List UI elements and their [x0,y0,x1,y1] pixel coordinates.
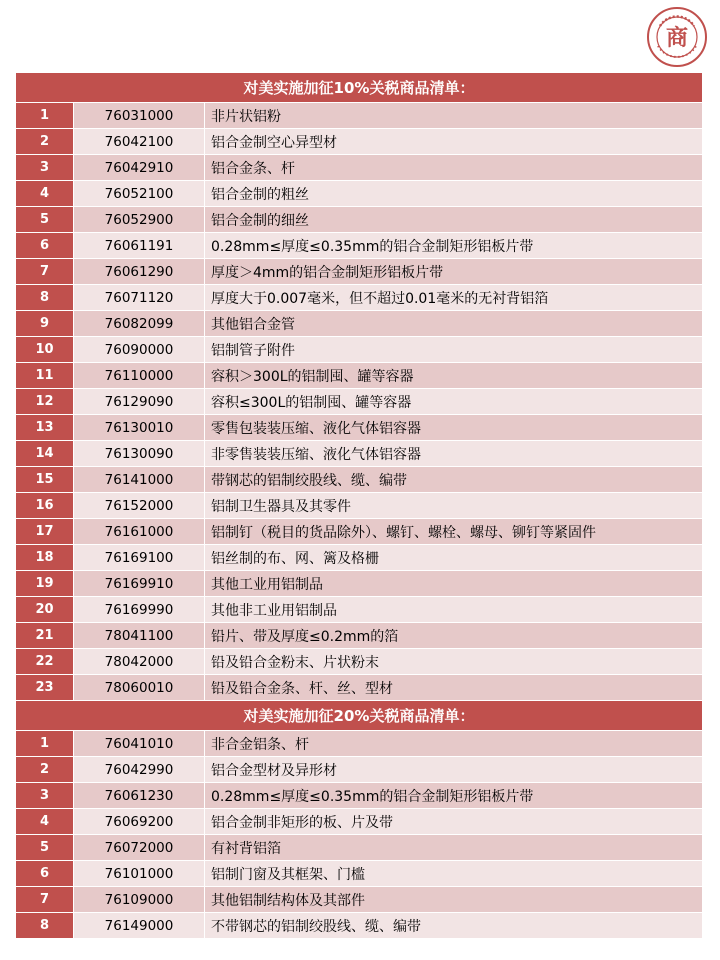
tariff-table [16,73,702,939]
table-row [16,519,702,545]
row-number: 4 [16,809,74,834]
row-number: 23 [16,675,74,700]
hs-code: 76169910 [74,571,205,596]
section-title: 对美实施加征10%关税商品清单： [16,73,702,103]
row-number: 5 [16,835,74,860]
hs-code: 76129090 [74,389,205,414]
row-number: 3 [16,783,74,808]
row-number: 10 [16,337,74,362]
row-number: 19 [16,571,74,596]
hs-code: 76130090 [74,441,205,466]
row-number: 3 [16,155,74,180]
row-number: 6 [16,861,74,886]
hs-code: 76090000 [74,337,205,362]
section-title: 对美实施加征20%关税商品清单： [16,701,702,731]
item-name: 带钢芯的铝制绞股线、缆、编带 [211,472,407,489]
logo [646,6,708,68]
svg-text:商: 商 [665,26,689,51]
item-name: 非零售装装压缩、液化气体铝容器 [211,446,421,463]
item-name: 其他非工业用铝制品 [211,602,337,619]
table-row [16,835,702,861]
row-number: 20 [16,597,74,622]
item-name: 铝丝制的布、网、篱及格栅 [211,550,379,567]
item-name: 0.28mm≤厚度≤0.35mm的铝合金制矩形铝板片带 [211,238,534,255]
table-row [16,181,702,207]
row-number: 8 [16,913,74,938]
row-number: 6 [16,233,74,258]
hs-code: 76069200 [74,809,205,834]
table-row [16,259,702,285]
hs-code: 76141000 [74,467,205,492]
row-number: 12 [16,389,74,414]
item-name: 铝制管子附件 [211,342,295,359]
hs-code: 76110000 [74,363,205,388]
table-row [16,731,702,757]
item-name: 铝制卫生器具及其零件 [211,498,351,515]
item-name: 厚度大于0.007毫米，但不超过0.01毫米的无衬背铝箔 [211,290,549,307]
item-name: 其他铝制结构体及其部件 [211,892,365,909]
table-row [16,675,702,701]
hs-code: 76101000 [74,861,205,886]
hs-code: 76042910 [74,155,205,180]
hs-code: 76052100 [74,181,205,206]
hs-code: 76130010 [74,415,205,440]
table-row [16,233,702,259]
hs-code: 76052900 [74,207,205,232]
row-number: 5 [16,207,74,232]
hs-code: 76169100 [74,545,205,570]
item-name: 其他铝合金管 [211,316,295,333]
row-number: 21 [16,623,74,648]
hs-code: 76149000 [74,913,205,938]
row-number: 2 [16,129,74,154]
hs-code: 76169990 [74,597,205,622]
item-name: 非合金铝条、杆 [211,736,309,753]
table-row [16,207,702,233]
table-row [16,623,702,649]
hs-code: 76061290 [74,259,205,284]
hs-code: 76152000 [74,493,205,518]
row-number: 15 [16,467,74,492]
table-row [16,809,702,835]
table-row [16,285,702,311]
table-row [16,913,702,939]
row-number: 7 [16,887,74,912]
table-row [16,415,702,441]
row-number: 7 [16,259,74,284]
row-number: 1 [16,731,74,756]
item-name: 铝合金型材及异形材 [211,762,337,779]
row-number: 17 [16,519,74,544]
hs-code: 76061191 [74,233,205,258]
table-row [16,337,702,363]
table-row [16,545,702,571]
row-number: 2 [16,757,74,782]
row-number: 11 [16,363,74,388]
hs-code: 76042990 [74,757,205,782]
table-row [16,571,702,597]
table-row [16,493,702,519]
row-number: 9 [16,311,74,336]
table-row [16,597,702,623]
item-name: 有衬背铝箔 [211,840,281,857]
row-number: 1 [16,103,74,128]
table-row [16,311,702,337]
item-name: 容积≤300L的铝制囤、罐等容器 [211,394,412,411]
table-row [16,441,702,467]
item-name: 铝合金制空心异型材 [211,134,337,151]
item-name: 铝制门窗及其框架、门槛 [211,866,365,883]
row-number: 13 [16,415,74,440]
hs-code: 76042100 [74,129,205,154]
item-name: 铅及铅合金粉末、片状粉末 [211,654,379,671]
hs-code: 76161000 [74,519,205,544]
hs-code: 76041010 [74,731,205,756]
hs-code: 78042000 [74,649,205,674]
table-row [16,389,702,415]
item-name: 铝合金条、杆 [211,160,295,177]
item-name: 0.28mm≤厚度≤0.35mm的铝合金制矩形铝板片带 [211,788,534,805]
row-number: 22 [16,649,74,674]
item-name: 非片状铝粉 [211,108,281,125]
table-row [16,783,702,809]
logo-seal-icon [646,6,708,68]
table-row [16,363,702,389]
hs-code: 76031000 [74,103,205,128]
table-row [16,155,702,181]
item-name: 铝合金制的细丝 [211,212,309,229]
hs-code: 76072000 [74,835,205,860]
row-number: 4 [16,181,74,206]
item-name: 容积＞300L的铝制囤、罐等容器 [211,368,414,385]
item-name: 不带钢芯的铝制绞股线、缆、编带 [211,918,421,935]
item-name: 铅片、带及厚度≤0.2mm的箔 [211,628,399,645]
item-name: 零售包装装压缩、液化气体铝容器 [211,420,421,437]
table-row [16,649,702,675]
hs-code: 78041100 [74,623,205,648]
table-row [16,887,702,913]
row-number: 16 [16,493,74,518]
item-name: 铝合金制的粗丝 [211,186,309,203]
table-row [16,467,702,493]
item-name: 铝制钉（税目的货品除外）、螺钉、螺栓、螺母、铆钉等紧固件 [211,524,596,541]
table-row [16,103,702,129]
hs-code: 76082099 [74,311,205,336]
table-row [16,861,702,887]
hs-code: 78060010 [74,675,205,700]
hs-code: 76061230 [74,783,205,808]
hs-code: 76071120 [74,285,205,310]
table-row [16,757,702,783]
item-name: 其他工业用铝制品 [211,576,323,593]
item-name: 铅及铅合金条、杆、丝、型材 [211,680,393,697]
row-number: 8 [16,285,74,310]
hs-code: 76109000 [74,887,205,912]
item-name: 铝合金制非矩形的板、片及带 [211,814,393,831]
table-row [16,129,702,155]
item-name: 厚度＞4mm的铝合金制矩形铝板片带 [211,264,444,281]
row-number: 14 [16,441,74,466]
row-number: 18 [16,545,74,570]
